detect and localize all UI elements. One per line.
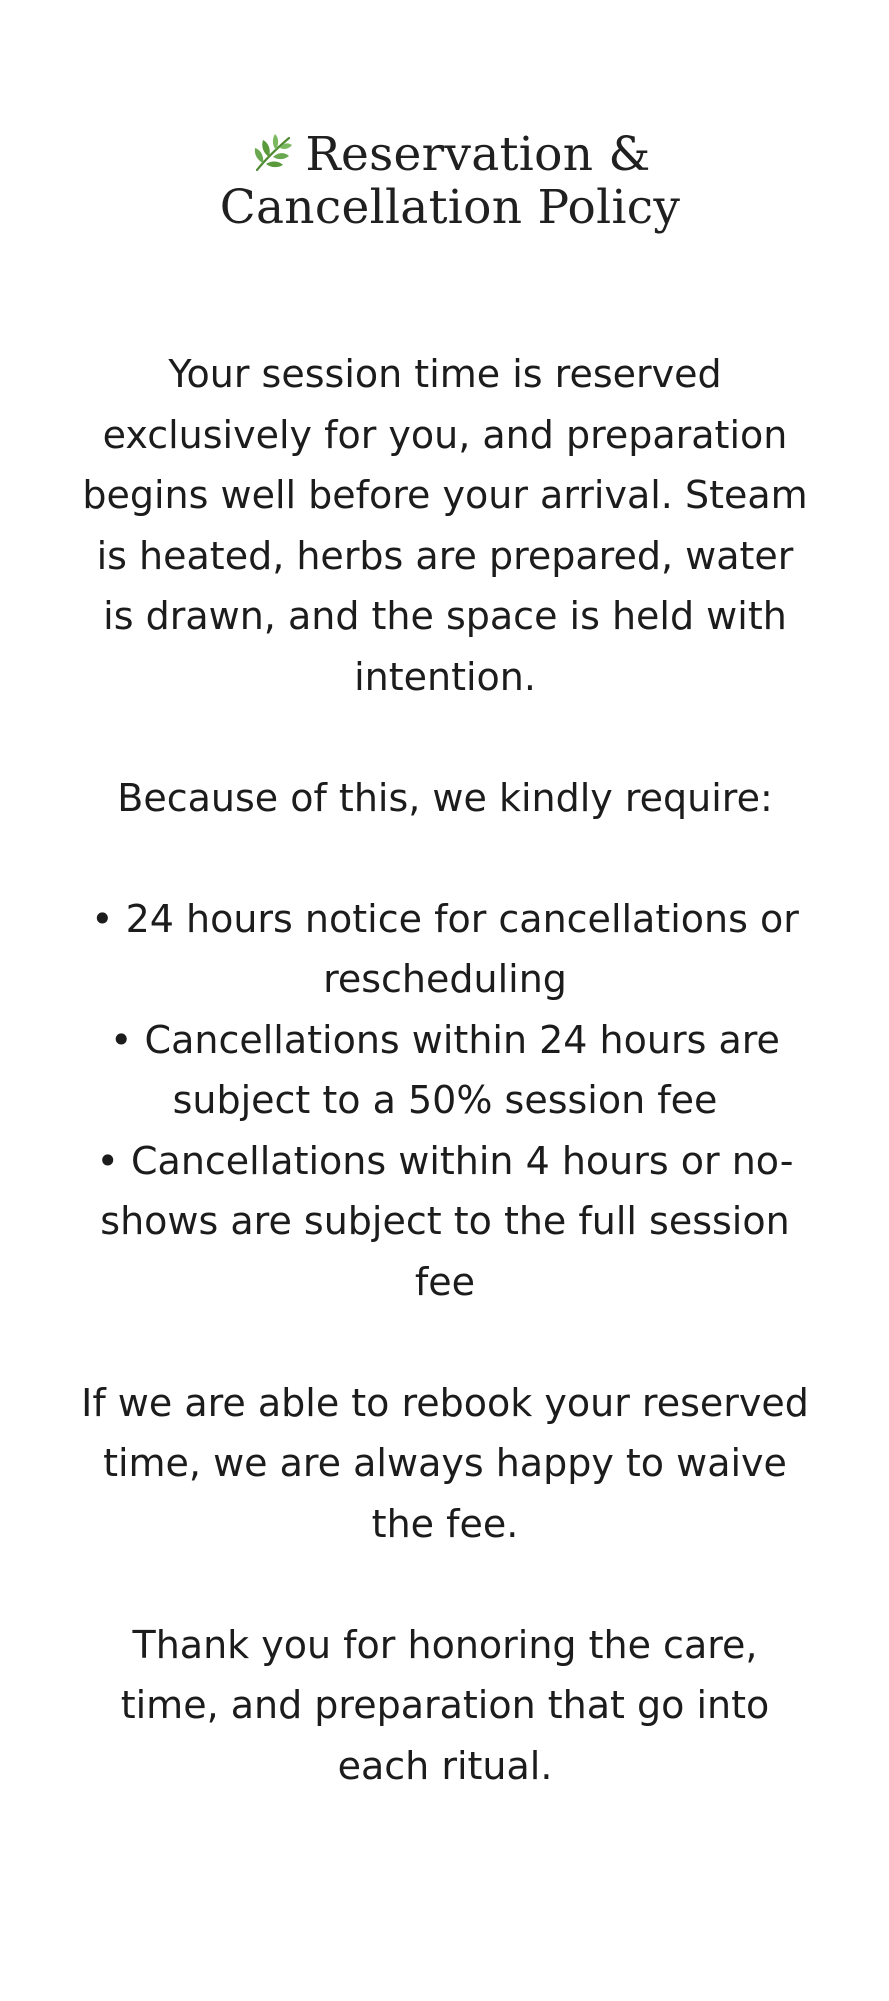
- leaf-sprig-icon: [249, 130, 295, 176]
- paragraph-spacer: [80, 1312, 810, 1373]
- intro-paragraph: Your session time is reserved exclusively for you, and preparation begins well before your arrival. Steam is heated, herbs are prepared, water is drawn, and the space is held with intention.: [82, 352, 808, 699]
- policy-body: [80, 344, 810, 1796]
- paragraph-spacer: [80, 1554, 810, 1615]
- closing-paragraph: Thank you for honoring the care, time, and preparation that go into each ritual.: [120, 1622, 770, 1788]
- requirements-lead-in: Because of this, we kindly require:: [117, 775, 773, 820]
- requirement-item: • Cancellations within 4 hours or no-shows are subject to the full session fee: [96, 1138, 794, 1304]
- page-title-text: Reservation & Cancellation Policy: [219, 127, 681, 235]
- requirements-list: [80, 889, 810, 1313]
- requirement-item: • 24 hours notice for cancellations or rescheduling: [91, 896, 799, 1001]
- requirement-item: • Cancellations within 24 hours are subject to a 50% session fee: [110, 1017, 780, 1122]
- paragraph-spacer: [80, 707, 810, 768]
- page-title: [100, 128, 800, 234]
- paragraph-spacer: [80, 828, 810, 889]
- rebook-paragraph: If we are able to rebook your reserved time, we are always happy to waive the fee.: [81, 1380, 809, 1546]
